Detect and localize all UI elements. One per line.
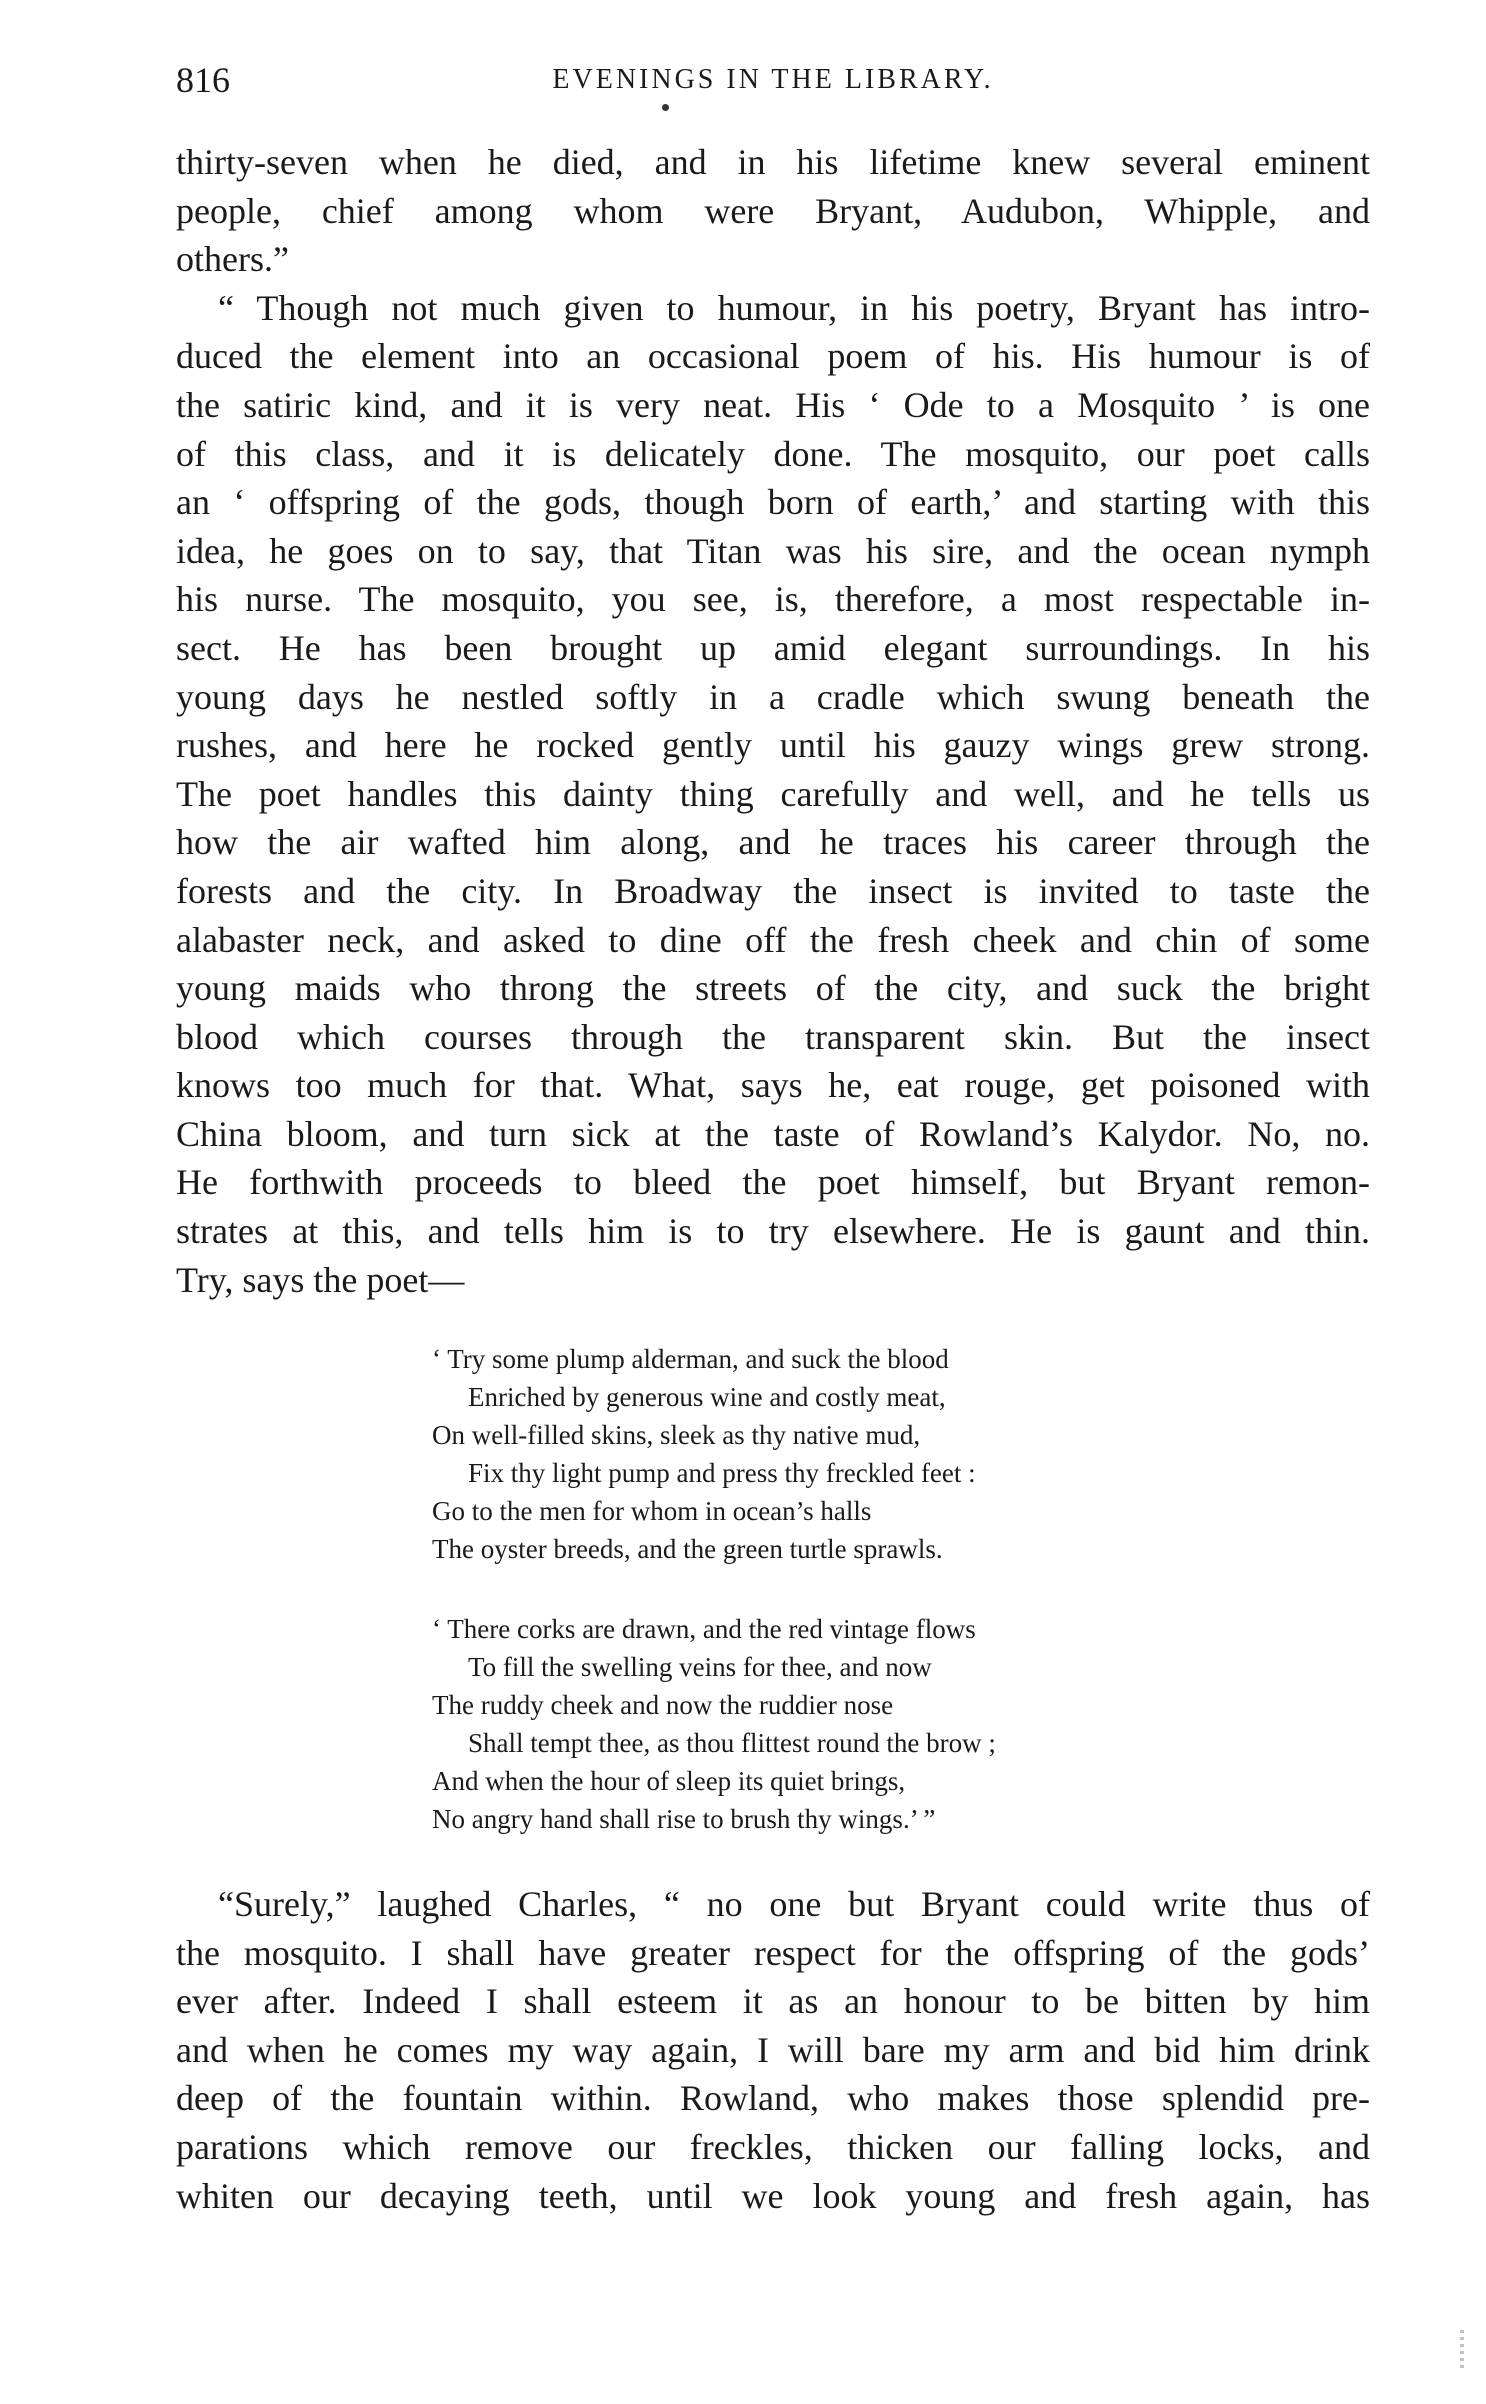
text-line: sect. He has been brought up amid elegant surroundings. In his (176, 627, 1370, 668)
text-line: whiten our decaying teeth, until we look young and fresh again, has (176, 2175, 1370, 2216)
text-line: The poet handles this dainty thing carefully and well, and he tells us (176, 773, 1370, 814)
text-line: strates at this, and tells him is to try elsewhere. He is gaunt and thin. (176, 1211, 1370, 1252)
paragraph-2 (176, 284, 1370, 1304)
text-line: forests and the city. In Broadway the insect is invited to taste the (176, 870, 1370, 911)
text-line: the satiric kind, and it is very neat. His ‘ Ode to a Mosquito ’ is one (176, 384, 1370, 425)
text-line: duced the element into an occasional poem of his. His humour is of (176, 336, 1370, 377)
text-line: thirty-seven when he died, and in his lifetime knew several eminent (176, 142, 1370, 182)
running-head (176, 50, 1370, 110)
poem-stanza-2 (432, 1610, 1192, 1838)
body-text-lower (176, 1880, 1370, 2220)
text-line: idea, he goes on to say, that Titan was his sire, and the ocean nymph (176, 530, 1370, 571)
poem-line: ‘ There corks are drawn, and the red vintage flows (432, 1614, 976, 1644)
poem-line: On well-filled skins, sleek as thy native mud, (432, 1420, 921, 1450)
poem-line: And when the hour of sleep its quiet brings, (432, 1766, 906, 1796)
poem-line: Go to the men for whom in ocean’s halls (432, 1496, 872, 1526)
paragraph-1 (176, 138, 1370, 284)
text-line: people, chief among whom were Bryant, Audubon, Whipple, and (176, 190, 1370, 231)
text-line: Try, says the poet— (176, 1259, 465, 1300)
poem-line: To fill the swelling veins for thee, and now (468, 1652, 932, 1682)
scan-artifact (1460, 2330, 1464, 2370)
text-line: of this class, and it is delicately done. The mosquito, our poet calls (176, 433, 1370, 474)
text-line: ever after. Indeed I shall esteem it as an honour to be bitten by him (176, 1981, 1370, 2022)
poem-line: ‘ Try some plump alderman, and suck the blood (432, 1344, 949, 1374)
text-line: others.” (176, 239, 289, 280)
text-line: young maids who throng the streets of the city, and suck the bright (176, 968, 1370, 1009)
poem-line: Enriched by generous wine and costly meat, (468, 1382, 946, 1412)
text-line: his nurse. The mosquito, you see, is, therefore, a most respectable in- (176, 579, 1370, 620)
text-line: deep of the fountain within. Rowland, who makes those splendid pre- (176, 2078, 1370, 2119)
poem-stanza-1 (432, 1340, 1192, 1568)
text-line: “ Though not much given to humour, in his poetry, Bryant has intro- (218, 287, 1370, 328)
text-line: young days he nestled softly in a cradle which swung beneath the (176, 676, 1370, 717)
paragraph-3 (176, 1880, 1370, 2220)
page-number: 816 (176, 60, 230, 100)
body-text-upper (176, 138, 1370, 1304)
text-line: parations which remove our freckles, thicken our falling locks, and (176, 2126, 1370, 2167)
poem-line: Shall tempt thee, as thou flittest round the brow ; (468, 1728, 996, 1758)
poem-line: The oyster breeds, and the green turtle sprawls. (432, 1534, 943, 1564)
text-line: blood which courses through the transparent skin. But the insect (176, 1016, 1370, 1057)
text-line: how the air wafted him along, and he traces his career through the (176, 822, 1370, 863)
text-line: an ‘ offspring of the gods, though born of earth,’ and starting with this (176, 482, 1370, 523)
text-line: He forthwith proceeds to bleed the poet himself, but Bryant remon- (176, 1162, 1370, 1203)
text-line: knows too much for that. What, says he, eat rouge, get poisoned with (176, 1065, 1370, 1106)
running-title: EVENINGS IN THE LIBRARY. (552, 64, 994, 95)
text-line: “Surely,” laughed Charles, “ no one but Bryant could write thus of (218, 1884, 1370, 1924)
text-line: China bloom, and turn sick at the taste of Rowland’s Kalydor. No, no. (176, 1113, 1370, 1154)
text-line: the mosquito. I shall have greater respect for the offspring of the gods’ (176, 1932, 1370, 1973)
text-line: and when he comes my way again, I will bare my arm and bid him drink (176, 2029, 1370, 2070)
text-line: rushes, and here he rocked gently until his gauzy wings grew strong. (176, 725, 1370, 766)
ornament-dot (662, 104, 669, 111)
poem-line: Fix thy light pump and press thy freckled feet : (468, 1458, 976, 1488)
text-line: alabaster neck, and asked to dine off the fresh cheek and chin of some (176, 919, 1370, 960)
poem-line: No angry hand shall rise to brush thy wings.’ ” (432, 1804, 936, 1834)
poem-line: The ruddy cheek and now the ruddier nose (432, 1690, 894, 1720)
